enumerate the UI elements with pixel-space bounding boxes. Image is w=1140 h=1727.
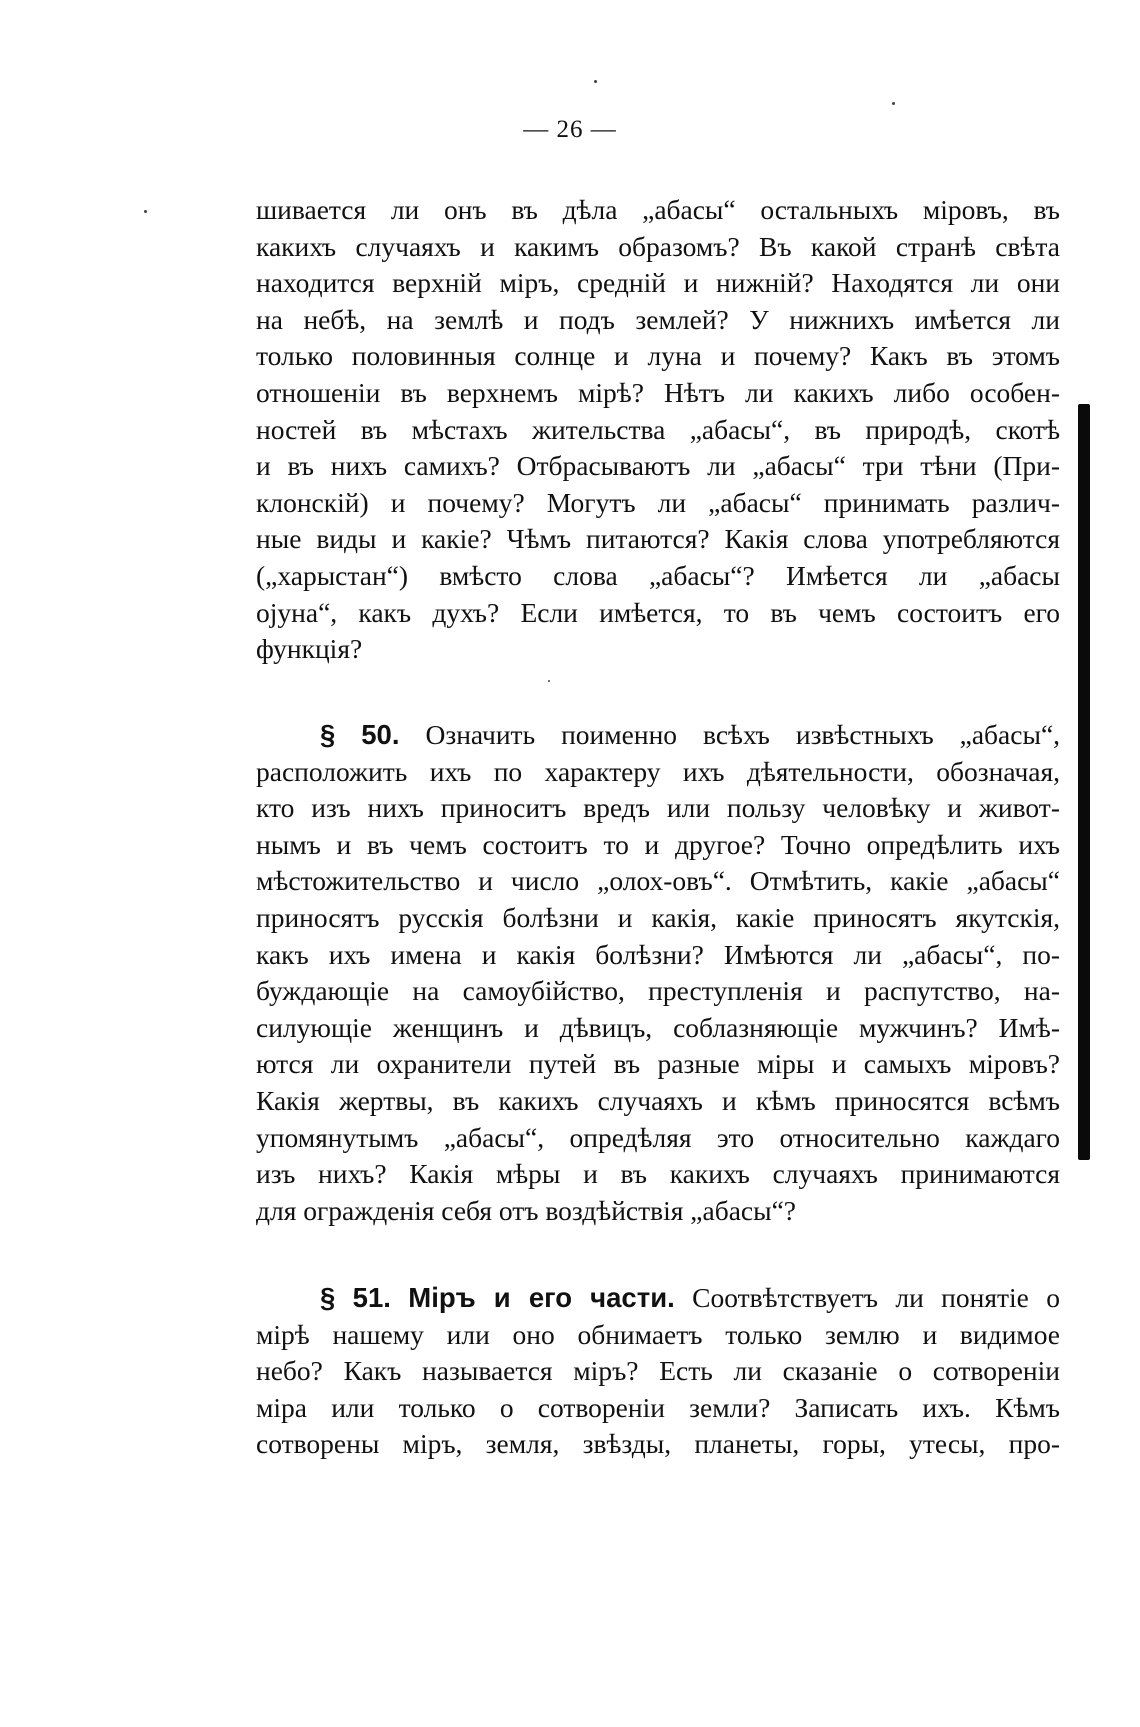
scan-speck: [144, 210, 147, 213]
text-line: небо? Какъ называется міръ? Есть ли сказаніе о сотвореніи: [256, 1355, 1060, 1387]
text-line: шивается ли онъ въ дѣла „абасы“ остальныхъ міровъ, въ: [256, 194, 1060, 225]
text-line: сотворены міръ, земля, звѣзды, планеты, горы, утесы, про-: [256, 1428, 1060, 1460]
text-line: функція?: [256, 633, 363, 665]
text-line: для огражденія себя отъ воздѣйствія „абасы“?: [256, 1194, 797, 1226]
text-line: и въ нихъ самихъ? Отбрасываютъ ли „абасы“ три тѣни (При-: [256, 450, 1060, 482]
paragraph-continued: [256, 192, 1060, 668]
text-line: нымъ и въ чемъ состоитъ то и другое? Точно опредѣлить ихъ: [256, 828, 1060, 860]
text-line: кто изъ нихъ приноситъ вредъ или пользу человѣку и живот-: [256, 792, 1060, 824]
text-line: ются ли охранители путей въ разные міры и самыхъ міровъ?: [256, 1048, 1060, 1080]
text-line: ностей въ мѣстахъ жительства „абасы“, въ природѣ, скотѣ: [256, 413, 1060, 445]
text-line: на небѣ, на землѣ и подъ землей? У нижнихъ имѣется ли: [256, 303, 1060, 335]
text-line: только половинныя солнце и луна и почему? Какъ въ этомъ: [256, 340, 1060, 372]
section-51: [256, 1280, 1060, 1463]
text-line: мірѣ нашему или оно обнимаетъ только землю и видимое: [256, 1318, 1060, 1350]
text-line: Какія жертвы, въ какихъ случаяхъ и кѣмъ приносятся всѣмъ: [256, 1084, 1060, 1116]
text-line: отношеніи въ верхнемъ мірѣ? Нѣтъ ли какихъ либо особен-: [256, 376, 1060, 408]
text-segment: Соотвѣтствуетъ ли понятіе о: [692, 1282, 1060, 1313]
text-line: силующіе женщинъ и дѣвицъ, соблазняющіе мужчинъ? Имѣ-: [256, 1011, 1060, 1043]
text-line: находится верхній міръ, средній и нижній? Находятся ли они: [256, 267, 1060, 299]
section-51-heading-line: [256, 1280, 1060, 1317]
section-number: 51.: [352, 1282, 391, 1313]
text-line: мѣстожительство и число „олох-овъ“. Отмѣтить, какіе „абасы“: [256, 865, 1060, 897]
text-segment: Означить поименно всѣхъ извѣстныхъ „абасы“,: [425, 719, 1061, 750]
text-line: изъ нихъ? Какія мѣры и въ какихъ случаяхъ принимаются: [256, 1158, 1060, 1190]
text-line: расположить ихъ по характеру ихъ дѣятельности, обозначая,: [256, 755, 1060, 787]
section-mark: §: [320, 1282, 336, 1313]
margin-ink-bar: [1078, 404, 1090, 1160]
text-line: какихъ случаяхъ и какимъ образомъ? Въ какой странѣ свѣта: [256, 230, 1060, 262]
text-line: („харыстан“) вмѣсто слова „абасы“? Имѣется ли „абасы: [256, 559, 1060, 591]
section-title: Міръ и его части.: [408, 1282, 675, 1313]
scan-speck: [548, 680, 550, 682]
section-mark: §: [320, 719, 336, 750]
text-line: упомянутымъ „абасы“, опредѣляя это относительно каждаго: [256, 1121, 1060, 1153]
text-line: клонскій) и почему? Могутъ ли „абасы“ принимать различ-: [256, 486, 1060, 518]
text-line: приносятъ русскія болѣзни и какія, какіе приносятъ якутскія,: [256, 901, 1060, 933]
scan-speck: [892, 102, 895, 105]
page-number: — 26 —: [523, 116, 617, 143]
text-line: ные виды и какіе? Чѣмъ питаются? Какія слова употребляются: [256, 523, 1060, 555]
text-line: ојуна“, какъ духъ? Если имѣется, то въ чемъ состоитъ его: [256, 596, 1060, 628]
text-line: какъ ихъ имена и какія болѣзни? Имѣются ли „абасы“, по-: [256, 938, 1060, 970]
section-50-heading-line: [256, 717, 1060, 754]
section-50: [256, 717, 1060, 1229]
scan-speck: [594, 80, 597, 83]
text-line: міра или только о сотвореніи земли? Записать ихъ. Кѣмъ: [256, 1391, 1060, 1423]
text-line: буждающіе на самоубійство, преступленія и распутство, на-: [256, 975, 1060, 1007]
section-number: 50.: [361, 719, 400, 750]
